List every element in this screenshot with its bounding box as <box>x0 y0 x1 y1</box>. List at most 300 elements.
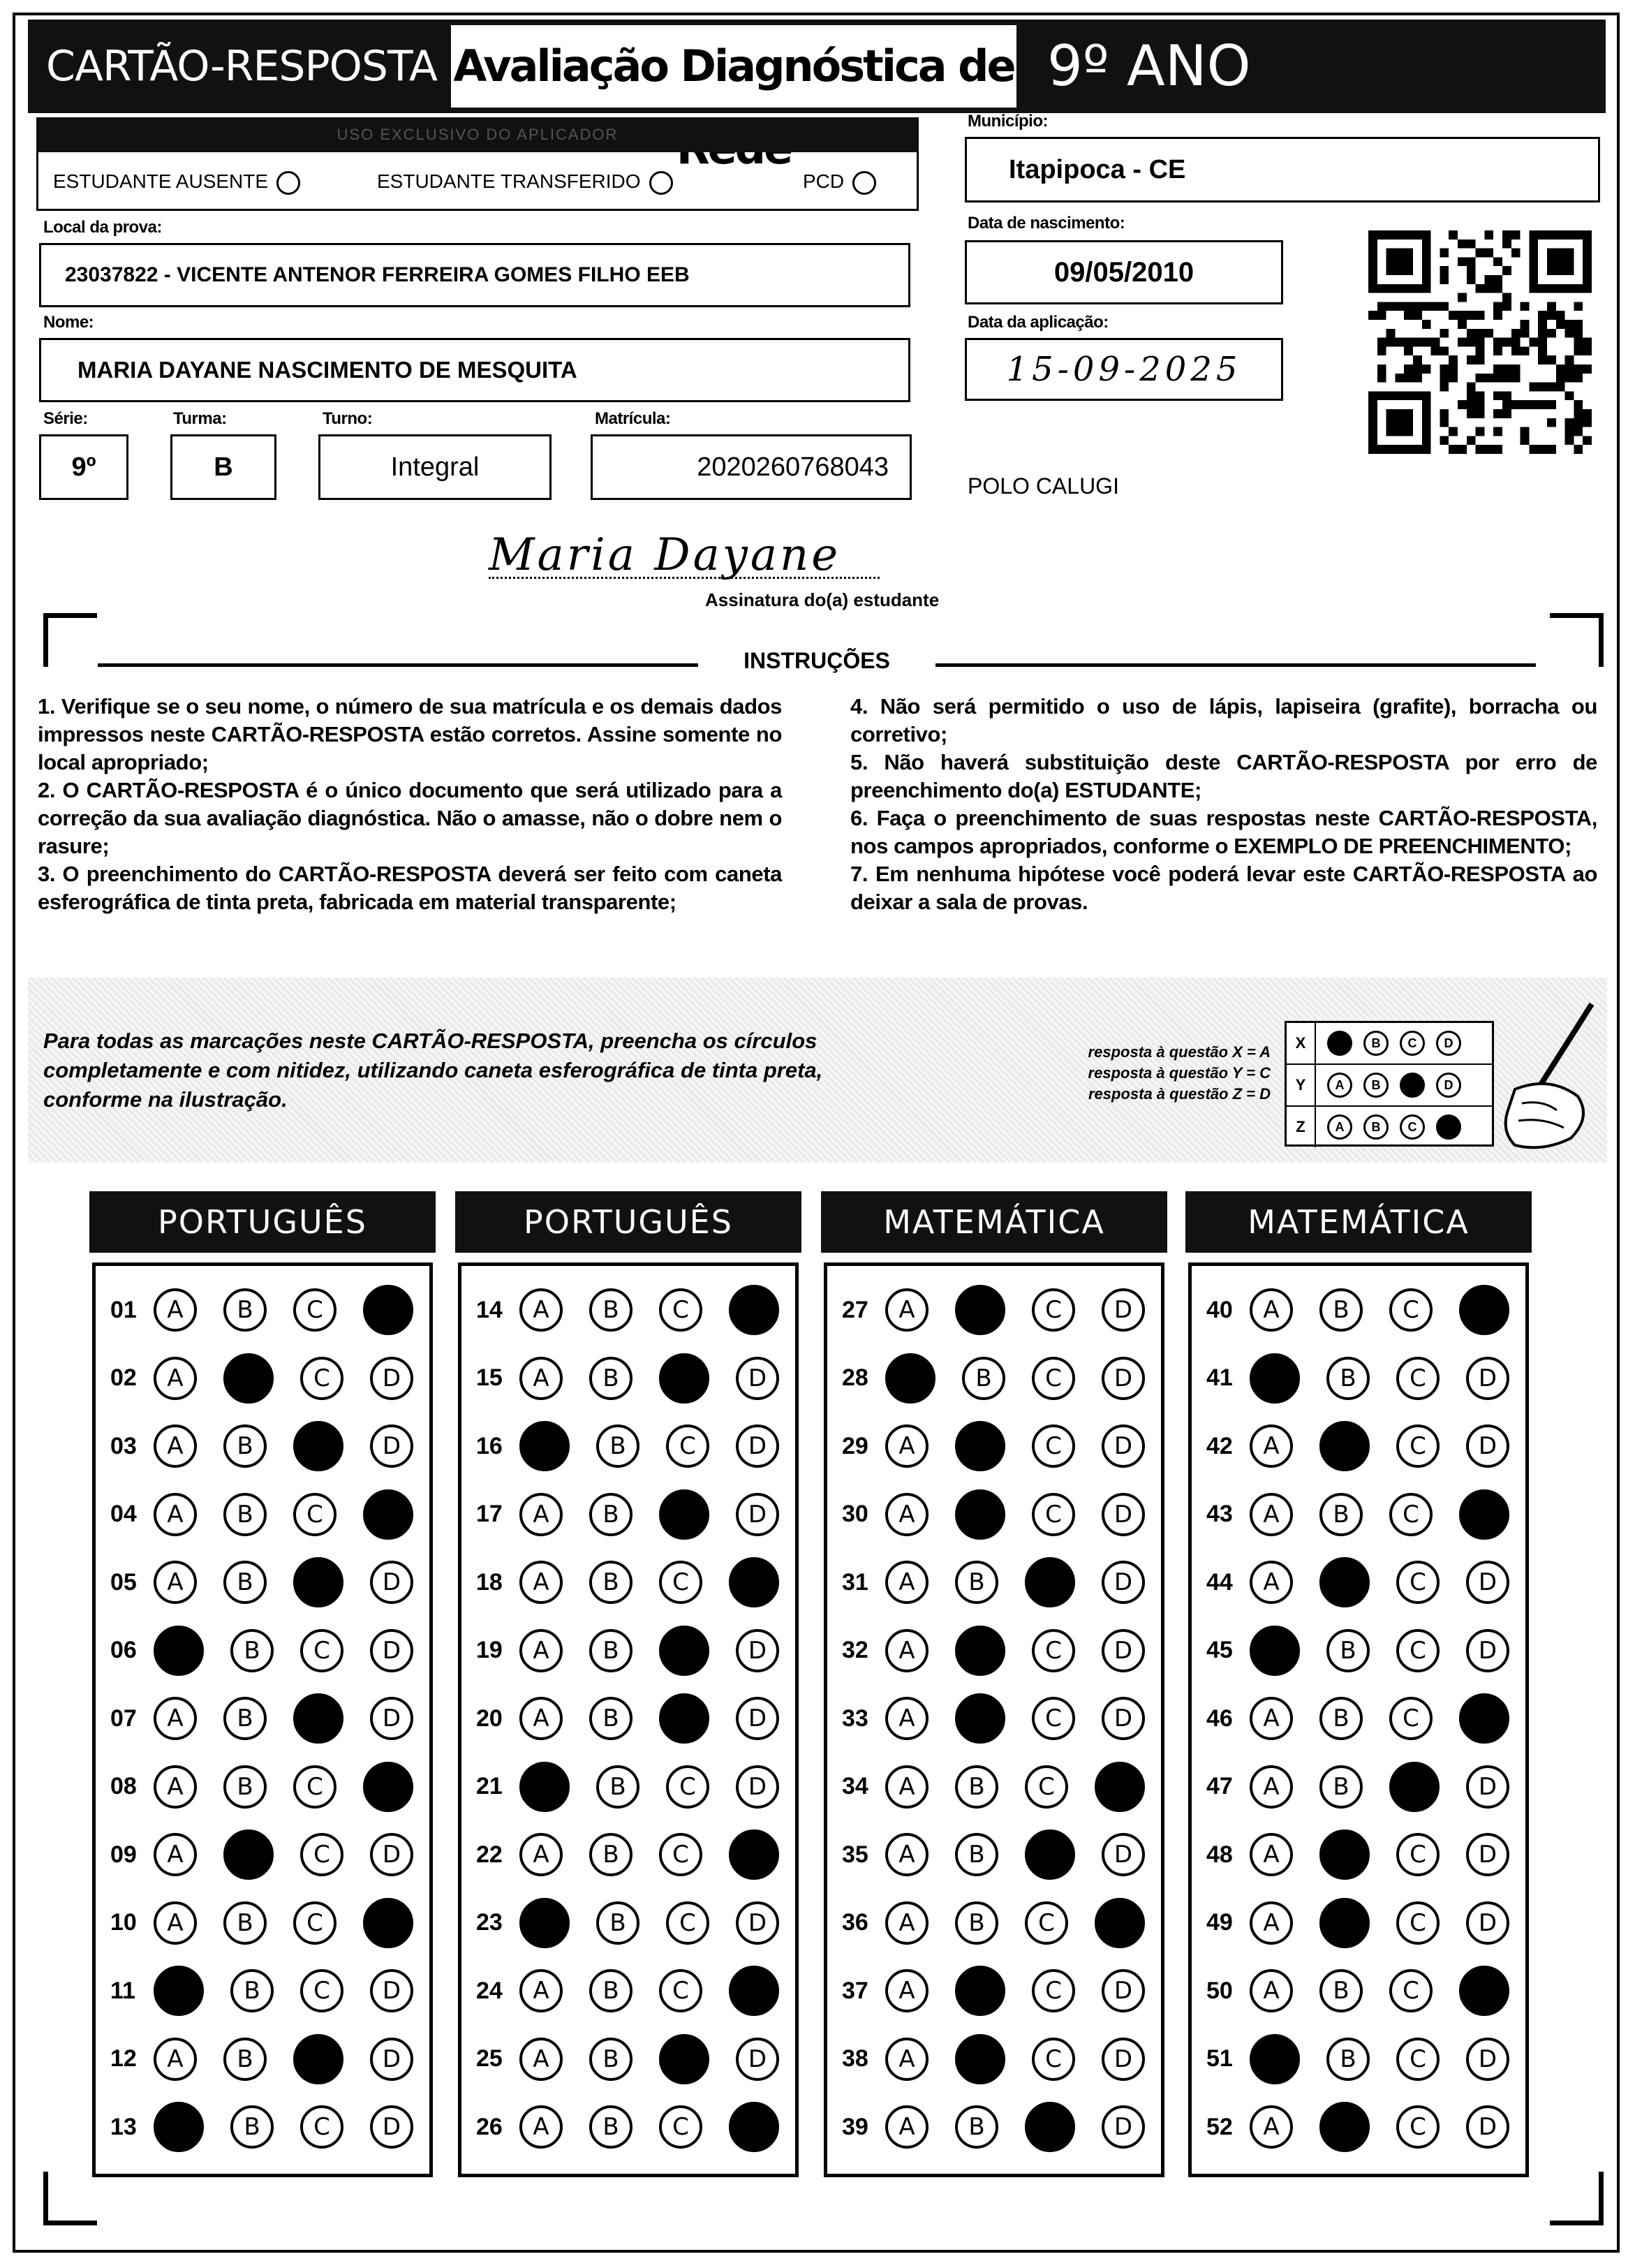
question-number: 51 <box>1206 2045 1233 2072</box>
answer-bubble-d[interactable]: D <box>736 2038 779 2081</box>
answer-bubble-c[interactable]: C <box>1032 2038 1075 2081</box>
answer-bubble-d[interactable]: D <box>370 1424 413 1468</box>
answer-bubble-b[interactable] <box>955 2034 1005 2084</box>
answer-bubble-d[interactable]: D <box>1102 1424 1145 1468</box>
answer-bubble-c[interactable] <box>659 2034 709 2084</box>
answer-bubble-b[interactable] <box>1319 2102 1370 2152</box>
question-number: 21 <box>476 1773 503 1799</box>
answer-bubble-c[interactable]: C <box>300 1629 343 1672</box>
answer-bubble-d[interactable]: D <box>370 1357 413 1400</box>
question-number: 46 <box>1206 1704 1233 1732</box>
question-number: 26 <box>476 2113 503 2140</box>
question-row <box>476 1765 779 1809</box>
answer-bubble-b[interactable]: B <box>223 1901 267 1945</box>
answer-bubble-d[interactable]: D <box>1466 2038 1509 2081</box>
answer-bubble-c[interactable]: C <box>300 1833 343 1876</box>
example-bubble: B <box>1363 1031 1389 1056</box>
municipio-field <box>965 137 1600 202</box>
answer-bubble-b[interactable]: B <box>1319 1765 1363 1809</box>
answer-bubble-d[interactable]: D <box>1102 1561 1145 1604</box>
nascimento-label: Data de nascimento: <box>968 214 1125 233</box>
answer-bubble-a[interactable]: A <box>1250 1969 1293 2012</box>
answer-bubble-c[interactable]: C <box>659 1288 702 1332</box>
example-bubble: C <box>1400 1114 1425 1140</box>
answer-bubble-d[interactable] <box>363 1489 413 1540</box>
answer-bubble-c[interactable]: C <box>666 1901 709 1945</box>
answer-bubble-b[interactable] <box>955 1966 1005 2016</box>
answer-bubble-d[interactable] <box>729 2102 779 2152</box>
answer-bubble-c[interactable]: C <box>1032 1629 1075 1672</box>
answer-bubble-a[interactable]: A <box>519 1629 563 1672</box>
answer-bubble-a[interactable]: A <box>154 1288 197 1332</box>
answer-bubble-a[interactable]: A <box>885 1901 929 1945</box>
question-number: 22 <box>476 1841 503 1868</box>
question-number: 49 <box>1206 1909 1233 1936</box>
answer-bubble-d[interactable]: D <box>370 1833 413 1876</box>
question-number: 25 <box>476 2045 503 2072</box>
question-number: 34 <box>842 1773 868 1799</box>
answer-bubble-b[interactable] <box>955 1421 1005 1471</box>
answer-bubble-c[interactable]: C <box>1032 1493 1075 1536</box>
answer-bubble-a[interactable]: A <box>154 1561 197 1604</box>
answer-bubble-d[interactable]: D <box>1102 2105 1145 2149</box>
answer-bubble-c[interactable]: C <box>1389 1493 1433 1536</box>
answer-bubble-b[interactable]: B <box>223 1697 267 1740</box>
answer-bubble-a[interactable]: A <box>519 1357 563 1400</box>
answer-bubble-a[interactable]: A <box>519 2038 563 2081</box>
question-row <box>1206 1561 1509 1604</box>
answer-bubble-c[interactable]: C <box>1032 1697 1075 1740</box>
answer-bubble-b[interactable]: B <box>223 1561 267 1604</box>
answer-bubble-d[interactable] <box>729 1557 779 1607</box>
answer-bubble-a[interactable]: A <box>885 1288 929 1332</box>
instruction-6: 6. Faça o preenchimento de suas respostas neste CARTÃO-RESPOSTA, nos campos apropriados, conforme o EXEMPLO DE PREENCHIMENTO; <box>850 806 1597 858</box>
example-bubble: D <box>1436 1114 1461 1140</box>
answer-bubble-d[interactable]: D <box>1466 1561 1509 1604</box>
answer-bubble-c[interactable]: C <box>1389 1969 1433 2012</box>
transferred-option[interactable] <box>377 170 673 195</box>
answer-bubble-b[interactable] <box>223 1829 274 1880</box>
example-bubble: C <box>1400 1073 1425 1098</box>
answer-bubble-c[interactable]: C <box>666 1424 709 1468</box>
question-number: 11 <box>110 1977 135 2004</box>
answer-bubble-d[interactable]: D <box>1102 2038 1145 2081</box>
answer-bubble-c[interactable] <box>1025 1557 1075 1607</box>
answer-bubble-a[interactable]: A <box>519 1969 563 2012</box>
answer-bubble-c[interactable]: C <box>300 1969 343 2012</box>
answer-bubble-a[interactable]: A <box>519 1561 563 1604</box>
answer-bubble-b[interactable] <box>223 1353 274 1404</box>
answer-bubble-c[interactable]: C <box>1032 1424 1075 1468</box>
answer-bubble-b[interactable]: B <box>955 2105 998 2149</box>
answer-bubble-c[interactable]: C <box>1396 2105 1440 2149</box>
question-row <box>1206 1969 1509 2012</box>
answer-bubble-c[interactable] <box>659 1626 709 1676</box>
answer-bubble-a[interactable]: A <box>1250 1561 1293 1604</box>
answer-bubble-d[interactable] <box>363 1762 413 1812</box>
answer-bubble-b[interactable]: B <box>962 1357 1005 1400</box>
pcd-option[interactable] <box>803 170 876 195</box>
answer-bubble-a[interactable] <box>519 1762 570 1812</box>
answer-bubble-b[interactable]: B <box>230 1629 274 1672</box>
question-number: 29 <box>842 1432 868 1459</box>
legend-z: resposta à questão Z = D <box>1088 1085 1271 1103</box>
local-field <box>39 243 910 307</box>
answer-bubble-d[interactable] <box>729 1285 779 1335</box>
answer-bubble-c[interactable]: C <box>293 1288 336 1332</box>
grade-title: 9º ANO <box>1047 34 1251 98</box>
answer-bubble-c[interactable] <box>1025 1829 1075 1880</box>
answer-bubble-b[interactable]: B <box>589 1357 632 1400</box>
answer-bubble-d[interactable] <box>1459 1693 1509 1744</box>
turma-label: Turma: <box>173 409 227 428</box>
answer-bubble-a[interactable]: A <box>885 1493 929 1536</box>
aplicacao-field <box>965 338 1283 401</box>
answer-bubble-b[interactable]: B <box>589 2038 632 2081</box>
question-number: 43 <box>1206 1501 1233 1527</box>
answer-bubble-d[interactable]: D <box>736 1357 779 1400</box>
example-row <box>1287 1023 1492 1065</box>
answer-bubble-c[interactable]: C <box>293 1493 336 1536</box>
hand-pen-icon <box>1487 999 1599 1159</box>
answer-bubble-a[interactable] <box>519 1898 570 1948</box>
answer-bubble-c[interactable]: C <box>293 1765 336 1809</box>
answer-bubble-b[interactable]: B <box>589 1969 632 2012</box>
answer-bubble-a[interactable]: A <box>1250 1765 1293 1809</box>
answer-bubble-b[interactable]: B <box>230 1969 274 2012</box>
answer-bubble-a[interactable]: A <box>519 1697 563 1740</box>
answer-bubble-b[interactable]: B <box>955 1833 998 1876</box>
answer-bubble-c[interactable]: C <box>1396 1833 1440 1876</box>
answer-bubble-d[interactable]: D <box>1102 1969 1145 2012</box>
answer-bubble-a[interactable]: A <box>154 1833 197 1876</box>
example-bubble: D <box>1436 1031 1461 1056</box>
question-row <box>110 1629 413 1672</box>
answer-bubble-c[interactable]: C <box>300 2105 343 2149</box>
answer-bubble-b[interactable] <box>955 1489 1005 1540</box>
answer-bubble-a[interactable]: A <box>154 1765 197 1809</box>
answer-bubble-c[interactable]: C <box>1032 1969 1075 2012</box>
answer-bubble-c[interactable]: C <box>1396 1357 1440 1400</box>
question-row <box>1206 2105 1509 2149</box>
answer-bubble-b[interactable] <box>1319 1421 1370 1471</box>
question-number: 33 <box>842 1704 868 1732</box>
question-row <box>842 1561 1145 1604</box>
answer-bubble-a[interactable]: A <box>885 1561 929 1604</box>
answer-bubble-a[interactable] <box>154 1626 204 1676</box>
answer-bubble-d[interactable] <box>1095 1762 1145 1812</box>
answer-bubble-a[interactable]: A <box>1250 1833 1293 1876</box>
answer-bubble-c[interactable] <box>293 1421 343 1471</box>
answer-bubble-a[interactable]: A <box>885 1765 929 1809</box>
section-header: MATEMÁTICA <box>1185 1191 1532 1253</box>
question-number: 39 <box>842 2113 868 2140</box>
answer-bubble-a[interactable] <box>519 1421 570 1471</box>
question-row <box>1206 1833 1509 1876</box>
answer-bubble-c[interactable] <box>1025 2102 1075 2152</box>
question-row <box>842 1288 1145 1332</box>
answer-bubble-b[interactable]: B <box>589 1697 632 1740</box>
answer-bubble-c[interactable] <box>293 1693 343 1744</box>
answer-bubble-a[interactable]: A <box>1250 1697 1293 1740</box>
answer-bubble-c[interactable]: C <box>659 2105 702 2149</box>
question-row <box>476 1629 779 1672</box>
answer-bubble-c[interactable]: C <box>1032 1357 1075 1400</box>
answer-bubble-a[interactable]: A <box>1250 1424 1293 1468</box>
question-row <box>110 2105 413 2149</box>
answer-bubble-a[interactable]: A <box>885 1833 929 1876</box>
answer-bubble-b[interactable]: B <box>589 1493 632 1536</box>
answer-bubble-c[interactable] <box>1389 1762 1440 1812</box>
signature-line <box>489 577 880 579</box>
answer-bubble-c[interactable]: C <box>1396 1901 1440 1945</box>
answer-bubble-b[interactable] <box>955 1285 1005 1335</box>
answer-bubble-b[interactable]: B <box>1326 1629 1370 1672</box>
question-number: 13 <box>110 2113 137 2140</box>
answer-bubble-b[interactable]: B <box>589 1288 632 1332</box>
answer-bubble-b[interactable]: B <box>955 1561 998 1604</box>
answer-bubble-b[interactable]: B <box>223 2038 267 2081</box>
question-row <box>110 1288 413 1332</box>
answer-bubble-d[interactable]: D <box>736 1765 779 1809</box>
answer-bubble-d[interactable]: D <box>1102 1493 1145 1536</box>
question-number: 20 <box>476 1704 503 1732</box>
answer-bubble-b[interactable] <box>1319 1557 1370 1607</box>
signature: Maria Dayane <box>489 529 841 581</box>
absent-option[interactable] <box>53 170 300 195</box>
answer-bubble-d[interactable]: D <box>1102 1288 1145 1332</box>
legend-x: resposta à questão X = A <box>1088 1043 1271 1061</box>
answer-bubble-b[interactable]: B <box>1326 1357 1370 1400</box>
question-row <box>476 1697 779 1740</box>
answer-bubble-d[interactable]: D <box>736 1901 779 1945</box>
instruction-5: 5. Não haverá substituição deste CARTÃO-RESPOSTA por erro de preenchimento do(a) ESTUDANTE; <box>850 750 1597 802</box>
example-bubble: D <box>1436 1073 1461 1098</box>
answer-bubble-c[interactable]: C <box>1396 1629 1440 1672</box>
answer-bubble-b[interactable]: B <box>589 1629 632 1672</box>
answer-bubble-b[interactable]: B <box>223 1288 267 1332</box>
answer-bubble-a[interactable] <box>1250 2034 1300 2084</box>
question-row <box>476 1288 779 1332</box>
answer-bubble-b[interactable] <box>955 1693 1005 1744</box>
answer-bubble-d[interactable]: D <box>1466 1833 1509 1876</box>
answer-bubble-d[interactable]: D <box>1102 1833 1145 1876</box>
answer-bubble-d[interactable] <box>1459 1285 1509 1335</box>
answer-bubble-d[interactable]: D <box>370 1629 413 1672</box>
instructions-rule-right <box>935 663 1536 667</box>
example-bubble: C <box>1400 1031 1425 1056</box>
example-bubble: A <box>1327 1073 1352 1098</box>
answer-bubble-c[interactable]: C <box>1389 1697 1433 1740</box>
answer-bubble-a[interactable]: A <box>885 1424 929 1468</box>
aplicacao-value: 15-09-2025 <box>1006 350 1242 389</box>
answer-bubble-d[interactable]: D <box>370 2038 413 2081</box>
answer-bubble-a[interactable]: A <box>1250 1288 1293 1332</box>
answer-bubble-a[interactable]: A <box>154 1901 197 1945</box>
answer-bubble-a[interactable]: A <box>519 2105 563 2149</box>
answer-bubble-c[interactable]: C <box>659 1833 702 1876</box>
answer-bubble-b[interactable]: B <box>589 1833 632 1876</box>
answer-bubble-b[interactable]: B <box>223 1424 267 1468</box>
answer-bubble-d[interactable]: D <box>1466 1901 1509 1945</box>
example-row-label: X <box>1287 1023 1316 1063</box>
answer-bubble-b[interactable]: B <box>1319 1493 1363 1536</box>
answer-bubble-c[interactable]: C <box>1025 1765 1068 1809</box>
question-number: 32 <box>842 1637 868 1663</box>
answer-bubble-a[interactable]: A <box>885 1629 929 1672</box>
example-bubble: A <box>1327 1031 1352 1056</box>
absent-radio[interactable] <box>276 171 300 195</box>
nascimento-field <box>965 240 1283 304</box>
answer-bubble-d[interactable]: D <box>1466 1629 1509 1672</box>
answer-bubble-d[interactable]: D <box>370 1697 413 1740</box>
answer-bubble-d[interactable]: D <box>370 1969 413 2012</box>
question-row <box>842 2105 1145 2149</box>
question-row <box>1206 1697 1509 1740</box>
answer-bubble-a[interactable]: A <box>885 2038 929 2081</box>
answer-bubble-a[interactable]: A <box>154 1357 197 1400</box>
answer-bubble-c[interactable]: C <box>1032 1288 1075 1332</box>
answer-bubble-c[interactable] <box>293 1557 343 1607</box>
absent-label: ESTUDANTE AUSENTE <box>53 170 269 192</box>
answer-bubble-c[interactable]: C <box>659 1561 702 1604</box>
answer-bubble-d[interactable] <box>1459 1489 1509 1540</box>
answer-bubble-d[interactable]: D <box>370 1561 413 1604</box>
answer-bubble-d[interactable] <box>1459 1966 1509 2016</box>
example-bubble: A <box>1327 1114 1352 1140</box>
answer-bubble-a[interactable]: A <box>885 1697 929 1740</box>
answer-bubble-b[interactable]: B <box>589 1561 632 1604</box>
example-bubble: B <box>1363 1073 1389 1098</box>
answer-bubble-a[interactable]: A <box>154 1493 197 1536</box>
answer-bubble-a[interactable]: A <box>1250 2105 1293 2149</box>
answer-bubble-a[interactable]: A <box>1250 1493 1293 1536</box>
pcd-label: PCD <box>803 170 845 192</box>
answer-bubble-d[interactable]: D <box>1102 1697 1145 1740</box>
answer-bubble-d[interactable]: D <box>736 1629 779 1672</box>
question-row <box>1206 1288 1509 1332</box>
answer-bubble-b[interactable]: B <box>589 2105 632 2149</box>
answer-bubble-b[interactable]: B <box>223 1765 267 1809</box>
example-legend <box>1033 1042 1271 1105</box>
serie-value: 9º <box>71 452 96 482</box>
answer-bubble-a[interactable] <box>154 1966 204 2016</box>
answer-bubble-d[interactable] <box>363 1285 413 1335</box>
answer-bubble-d[interactable]: D <box>1466 2105 1509 2149</box>
answer-bubble-c[interactable]: C <box>300 1357 343 1400</box>
answer-bubble-c[interactable]: C <box>1396 1424 1440 1468</box>
question-number: 03 <box>110 1432 137 1459</box>
turno-value: Integral <box>390 452 480 482</box>
answer-bubble-d[interactable]: D <box>1102 1629 1145 1672</box>
answer-bubble-a[interactable] <box>154 2102 204 2152</box>
question-row <box>110 1561 413 1604</box>
answer-bubble-c[interactable]: C <box>659 1969 702 2012</box>
answer-bubble-b[interactable]: B <box>955 1765 998 1809</box>
answer-bubble-a[interactable]: A <box>519 1493 563 1536</box>
card-title: CARTÃO-RESPOSTA <box>46 42 438 91</box>
question-row <box>842 1833 1145 1876</box>
question-number: 08 <box>110 1773 137 1799</box>
answer-bubble-a[interactable]: A <box>154 1697 197 1740</box>
answer-bubble-b[interactable]: B <box>596 1901 639 1945</box>
answer-bubble-c[interactable] <box>293 2034 343 2084</box>
municipio-label: Município: <box>968 112 1048 131</box>
answer-bubble-b[interactable] <box>1319 1898 1370 1948</box>
answer-bubble-d[interactable]: D <box>736 1424 779 1468</box>
polo-label: POLO CALUGI <box>968 473 1119 499</box>
municipio-value: Itapipoca - CE <box>1009 154 1186 184</box>
answer-bubble-b[interactable] <box>955 1626 1005 1676</box>
answer-bubble-d[interactable]: D <box>370 2105 413 2149</box>
question-number: 52 <box>1206 2113 1233 2140</box>
answer-bubble-a[interactable] <box>1250 1353 1300 1404</box>
answer-bubble-b[interactable]: B <box>955 1901 998 1945</box>
answer-bubble-c[interactable]: C <box>1396 2038 1440 2081</box>
answer-bubble-d[interactable]: D <box>1466 1357 1509 1400</box>
pcd-radio[interactable] <box>852 171 876 195</box>
applicator-bar: USO EXCLUSIVO DO APLICADOR <box>36 117 919 152</box>
answer-bubble-c[interactable]: C <box>1396 1561 1440 1604</box>
answer-bubble-c[interactable] <box>659 1489 709 1540</box>
answer-bubble-b[interactable]: B <box>230 2105 274 2149</box>
question-row <box>1206 1629 1509 1672</box>
question-number: 10 <box>110 1909 137 1936</box>
answer-bubble-b[interactable]: B <box>1326 2038 1370 2081</box>
answer-bubble-d[interactable]: D <box>1102 1357 1145 1400</box>
answer-bubble-d[interactable] <box>1095 1898 1145 1948</box>
answer-bubble-c[interactable]: C <box>1025 1901 1068 1945</box>
answer-bubble-c[interactable]: C <box>293 1901 336 1945</box>
answer-bubble-a[interactable] <box>885 1353 935 1404</box>
answer-bubble-d[interactable]: D <box>736 1697 779 1740</box>
answer-bubble-b[interactable] <box>1319 1829 1370 1880</box>
signature-label: Assinatura do(a) estudante <box>705 589 940 610</box>
answer-bubble-c[interactable]: C <box>666 1765 709 1809</box>
answer-bubble-b[interactable]: B <box>1319 1969 1363 2012</box>
answer-bubble-d[interactable] <box>729 1966 779 2016</box>
answer-bubble-a[interactable] <box>1250 1626 1300 1676</box>
answer-bubble-a[interactable]: A <box>519 1288 563 1332</box>
instruction-3: 3. O preenchimento do CARTÃO-RESPOSTA deverá ser feito com caneta esferográfica de tinta preta, fabricada em material transparente; <box>38 862 782 914</box>
answer-bubble-b[interactable]: B <box>1319 1697 1363 1740</box>
answer-bubble-c[interactable] <box>659 1353 709 1404</box>
transferred-radio[interactable] <box>649 171 673 195</box>
answer-bubble-b[interactable]: B <box>596 1765 639 1809</box>
question-number: 02 <box>110 1364 137 1391</box>
instructions-left <box>38 693 782 916</box>
answer-bubble-c[interactable] <box>659 1693 709 1744</box>
answer-bubble-c[interactable]: C <box>1389 1288 1433 1332</box>
answer-bubble-d[interactable]: D <box>1466 1424 1509 1468</box>
answer-bubble-d[interactable]: D <box>736 1493 779 1536</box>
answer-bubble-a[interactable]: A <box>885 1969 929 2012</box>
turma-value: B <box>214 452 233 482</box>
answer-bubble-b[interactable]: B <box>223 1493 267 1536</box>
answer-bubble-b[interactable]: B <box>1319 1288 1363 1332</box>
answer-bubble-a[interactable]: A <box>885 2105 929 2149</box>
answer-bubble-d[interactable] <box>729 1829 779 1880</box>
answer-bubble-a[interactable]: A <box>154 2038 197 2081</box>
answer-bubble-d[interactable]: D <box>1466 1765 1509 1809</box>
question-number: 37 <box>842 1977 868 2004</box>
question-number: 07 <box>110 1704 137 1732</box>
answer-bubble-a[interactable]: A <box>154 1424 197 1468</box>
answer-bubble-a[interactable]: A <box>1250 1901 1293 1945</box>
answer-bubble-d[interactable] <box>363 1898 413 1948</box>
answer-bubble-b[interactable]: B <box>596 1424 639 1468</box>
answer-bubble-a[interactable]: A <box>519 1833 563 1876</box>
